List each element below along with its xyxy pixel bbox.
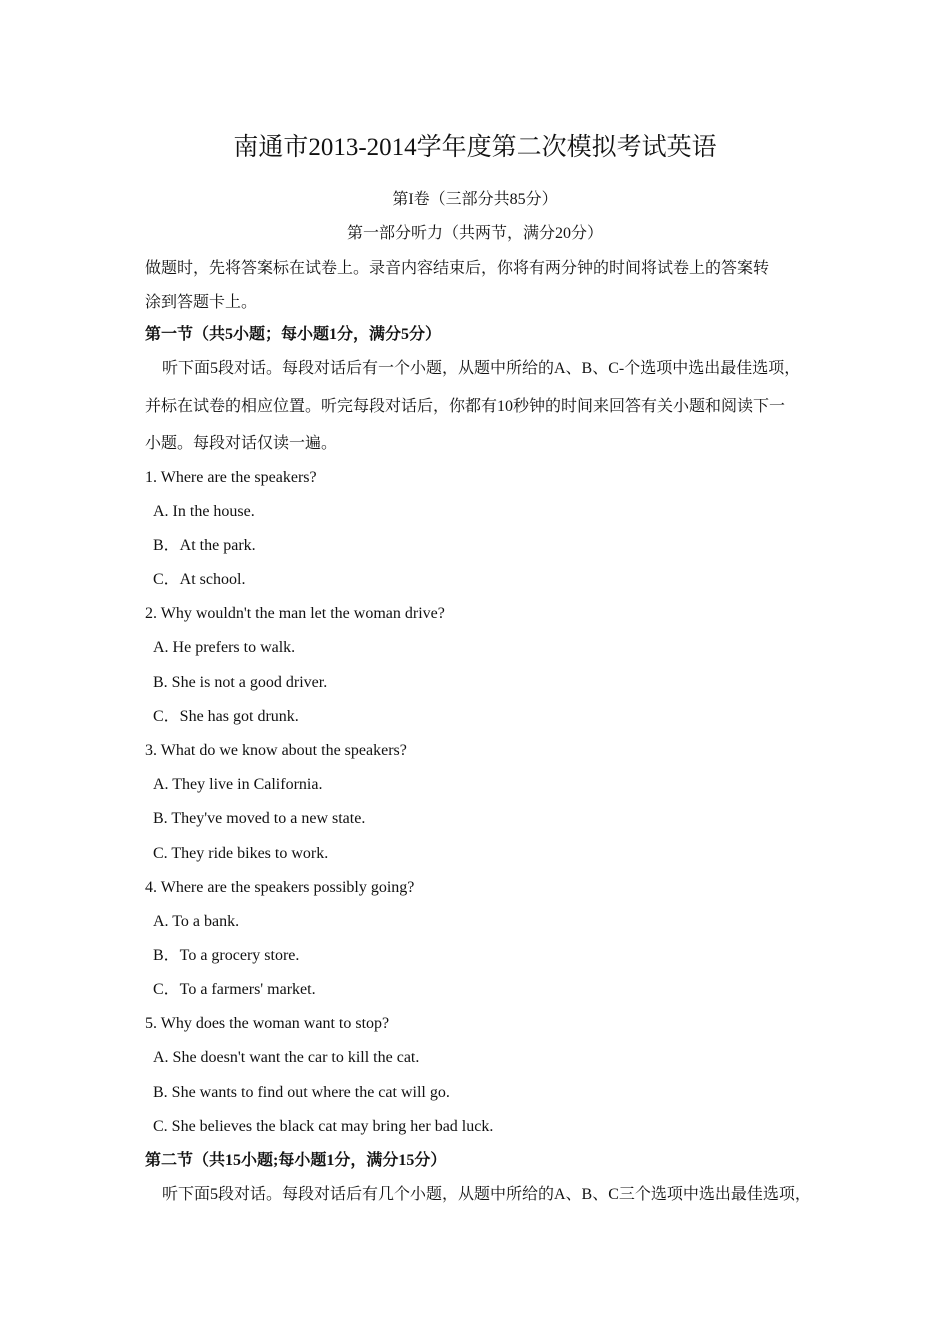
question-4-option-c: C．To a farmers' market. [153, 981, 316, 998]
question-3-option-a: A. They live in California. [153, 776, 323, 793]
question-4: 4. Where are the speakers possibly going? [145, 879, 415, 896]
section-2-instruction-line-1: 听下面5段对话。每段对话后有几个小题，从题中所给的A、B、C三个选项中选出最佳选项， [162, 1186, 811, 1203]
question-5-option-c: C. She believes the black cat may bring her bad luck. [153, 1118, 494, 1135]
question-1-option-c: C．At school. [153, 571, 246, 588]
question-1-option-a: A. In the house. [153, 503, 255, 520]
question-2-option-b: B. She is not a good driver. [153, 674, 328, 691]
question-4-option-b: B．To a grocery store. [153, 947, 300, 964]
question-3-option-b: B. They've moved to a new state. [153, 810, 366, 827]
question-2-option-c: C．She has got drunk. [153, 708, 299, 725]
intro-text-line-1: 做题时，先将答案标在试卷上。录音内容结束后，你将有两分钟的时间将试卷上的答案转 [145, 260, 770, 277]
question-2: 2. Why wouldn't the man let the woman drive? [145, 605, 445, 622]
question-2-option-a: A. He prefers to walk. [153, 639, 296, 656]
question-5-option-a: A. She doesn't want the car to kill the cat. [153, 1049, 420, 1066]
part-heading: 第一部分听力（共两节，满分20分） [346, 225, 603, 242]
question-3: 3. What do we know about the speakers? [145, 742, 407, 759]
section-1-heading: 第一节（共5小题；每小题1分，满分5分） [145, 326, 442, 343]
section-1-instruction-line-2: 并标在试卷的相应位置。听完每段对话后，你都有10秒钟的时间来回答有关小题和阅读下一 [145, 398, 786, 415]
question-3-option-c: C. They ride bikes to work. [153, 845, 329, 862]
section-1-instruction-line-1: 听下面5段对话。每段对话后有一个小题，从题中所给的A、B、C-个选项中选出最佳选项， [162, 360, 801, 377]
question-1-option-b: B．At the park. [153, 537, 256, 554]
section-2-heading: 第二节（共15小题;每小题1分，满分15分） [145, 1152, 447, 1169]
exam-title: 南通市2013-2014学年度第二次模拟考试英语 [233, 134, 717, 161]
question-5-option-b: B. She wants to find out where the cat will go. [153, 1084, 450, 1101]
section-1-instruction-line-3: 小题。每段对话仅读一遍。 [145, 435, 338, 452]
volume-heading: 第I卷（三部分共85分） [392, 191, 558, 208]
intro-text-line-2: 涂到答题卡上。 [145, 294, 258, 311]
question-4-option-a: A. To a bank. [153, 913, 240, 930]
question-1: 1. Where are the speakers? [145, 469, 317, 486]
question-5: 5. Why does the woman want to stop? [145, 1015, 390, 1032]
